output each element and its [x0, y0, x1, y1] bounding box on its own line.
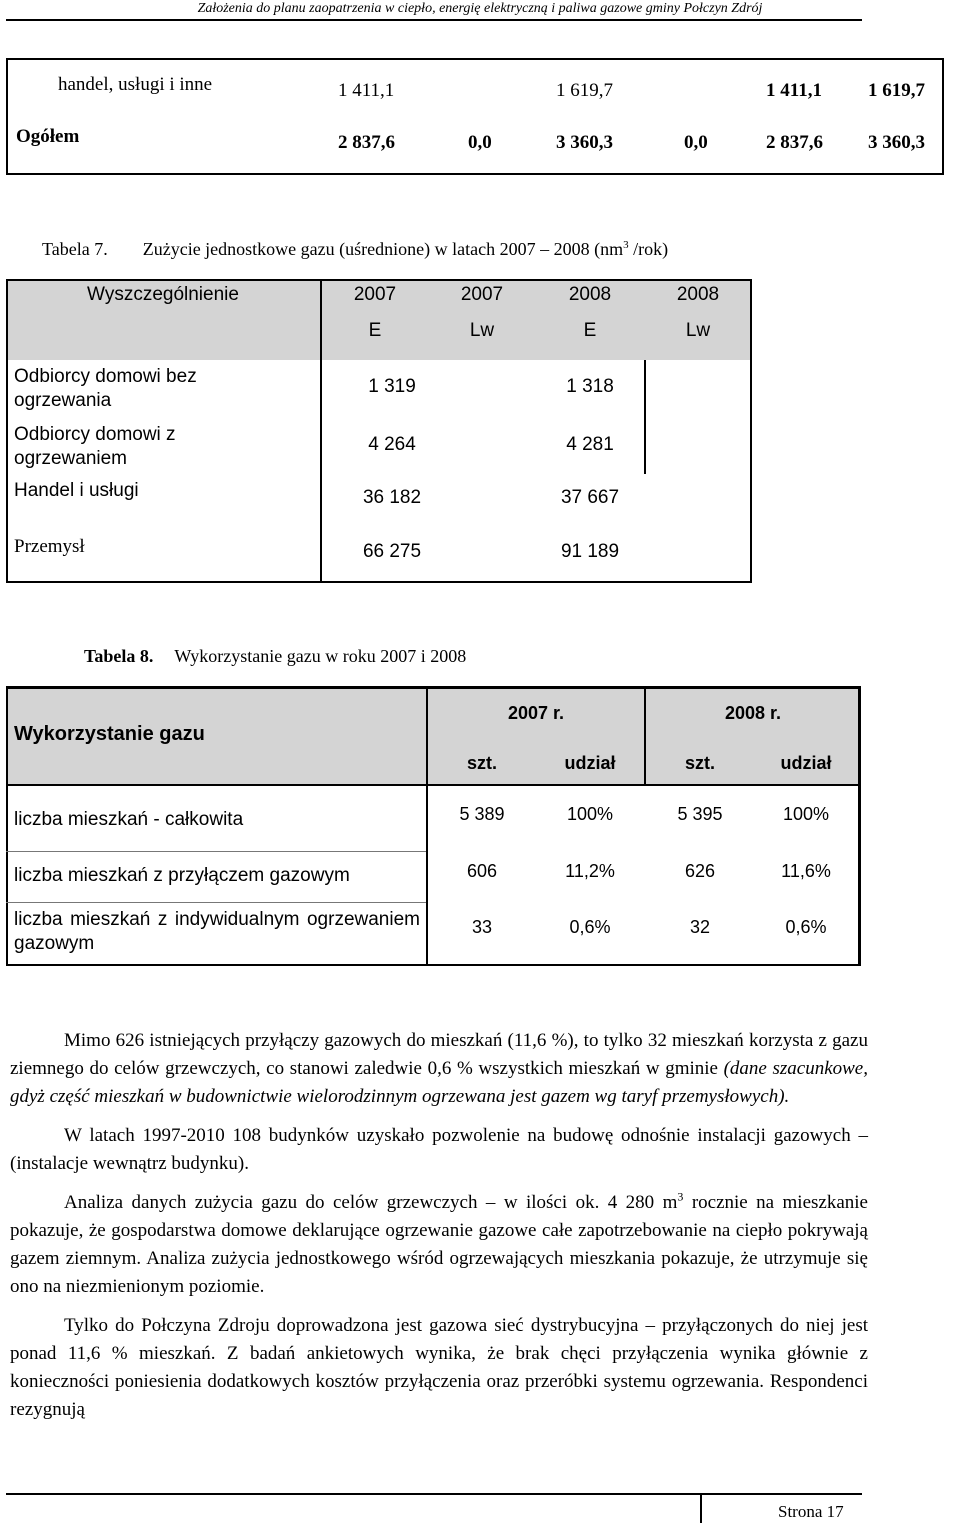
header-type: E — [583, 320, 597, 341]
cell-value: 1 318 — [566, 376, 614, 397]
header-year: 2008 r. — [724, 703, 782, 723]
header-year: 2007 — [353, 284, 397, 305]
cell-value: 36 182 — [362, 487, 422, 508]
cell-value: 626 — [684, 861, 716, 881]
row-label: Handel i usługi — [14, 480, 139, 501]
cell-value: 2 837,6 — [766, 132, 823, 153]
cell-value: 1 411,1 — [766, 80, 822, 101]
page-number: Strona 17 — [778, 1502, 844, 1521]
cell-value: 1 411,1 — [338, 80, 395, 101]
table-8 — [6, 686, 860, 966]
paragraph-italic: (dane szacunkowe, gdyż część mieszkań w budownictwie wielorodzinnym ogrzewana jest gazem wg taryf przemysłowych). — [10, 1058, 868, 1107]
cell-value: 11,2% — [565, 861, 615, 881]
header-label: Wykorzystanie gazu — [14, 723, 205, 745]
header-sub: szt. — [466, 753, 497, 773]
row-label: Odbiorcy domowi z ogrzewaniem — [14, 424, 176, 469]
row-label-total: Ogółem — [16, 126, 80, 147]
cell-value: 1 619,7 — [868, 80, 925, 101]
row-label: liczba mieszkań z przyłączem gazowym — [14, 865, 350, 886]
row-label: Przemysł — [14, 536, 85, 557]
paragraph: W latach 1997-2010 108 budynków uzyskało pozwolenie na budowę odnośnie instalacji gazowych – (instalacje wewnątrz budynku). — [10, 1125, 868, 1174]
row-label: liczba mieszkań z indywidualnym ogrzewaniem gazowym — [14, 909, 420, 954]
header-year: 2008 — [676, 284, 720, 305]
cell-value: 33 — [471, 917, 493, 937]
body-text — [10, 1027, 868, 1424]
cell-value: 0,0 — [684, 132, 708, 153]
caption-text: Zużycie jednostkowe gazu (uśrednione) w latach 2007 – 2008 (nm — [142, 239, 624, 259]
header-sub: udział — [780, 753, 832, 773]
header-type: Lw — [469, 320, 495, 341]
cell-value: 0,6% — [569, 917, 611, 937]
paragraph: Tylko do Połczyna Zdroju doprowadzona jest gazowa sieć dystrybucyjna – przyłączonych do niej jest ponad 11,6 % mieszkań. Z badań ankietowych wynika, że brak chęci przyłączenia wynika głównie z konieczności poniesienia dodatkowych kosztów przyłączenia oraz przeróbki systemu ogrzewania. Respondenci rezygnują — [10, 1315, 868, 1420]
cell-value: 1 619,7 — [556, 80, 613, 101]
cell-value: 4 264 — [368, 434, 416, 455]
cell-value: 2 837,6 — [338, 132, 395, 153]
cell-value: 3 360,3 — [868, 132, 925, 153]
paragraph — [10, 1189, 868, 1301]
caption-tail: /rok) — [628, 239, 669, 259]
paragraph-text: Mimo 626 istniejących przyłączy gazowych do mieszkań (11,6 %), to tylko 32 mieszkań korzysta z gazu ziemnego do celów grzewczych, co stanowi zaledwie 0,6 % wszystkich mieszkań w gminie — [10, 1030, 868, 1079]
footer-rule — [6, 1493, 862, 1495]
cell-value: 91 189 — [560, 541, 620, 562]
header-title: Założenia do planu zaopatrzenia w ciepło, energię elektryczną i paliwa gazowe gminy Połczyn Zdrój — [197, 1, 763, 16]
page-header — [0, 0, 960, 22]
row-label-trade: handel, usługi i inne — [58, 74, 213, 95]
superscript: 3 — [677, 1189, 684, 1204]
paragraph-text: rocznie na mieszkanie pokazuje, że gospodarstwa domowe deklarujące ogrzewanie gazowe całe zapotrzebowanie na ciepło pokrywają gazem ziemnym. Analiza zużycia jednostkowego wśród ogrzewających mieszkania pokazuje, że utrzymuje się ono na niezmienionym poziomie. — [10, 1192, 868, 1297]
table-7 — [6, 279, 752, 583]
paragraph — [10, 1027, 868, 1111]
caption-label: Tabela 7. — [42, 239, 108, 259]
row-label: liczba mieszkań - całkowita — [14, 809, 244, 830]
cell-value: 32 — [689, 917, 711, 937]
cell-value: 4 281 — [566, 434, 614, 455]
cell-value: 100% — [782, 804, 830, 824]
cell-value: 11,6% — [781, 861, 831, 881]
header-sub: udział — [564, 753, 616, 773]
cell-value: 5 389 — [459, 804, 505, 824]
table8-caption — [84, 645, 466, 667]
header-sub: szt. — [684, 753, 715, 773]
header-year: 2007 — [460, 284, 504, 305]
caption-sup: 3 — [623, 239, 629, 251]
cell-value: 37 667 — [560, 487, 620, 508]
cell-value: 66 275 — [362, 541, 422, 562]
cell-value: 0,6% — [785, 917, 827, 937]
table7-caption — [42, 234, 668, 260]
cell-value: 3 360,3 — [556, 132, 613, 153]
cell-value: 0,0 — [468, 132, 492, 153]
cell-value: 606 — [466, 861, 498, 881]
header-year: 2008 — [568, 284, 612, 305]
energy-table-continuation — [6, 58, 944, 175]
cell-value: 1 319 — [368, 376, 416, 397]
header-rule — [6, 19, 862, 21]
paragraph-text: Analiza danych zużycia gazu do celów grzewczych – w ilości ok. 4 280 m — [64, 1192, 678, 1213]
header-label: Wyszczególnienie — [87, 284, 239, 305]
cell-value: 100% — [566, 804, 614, 824]
header-type: E — [368, 320, 382, 341]
footer-divider — [700, 1493, 702, 1523]
row-label: Odbiorcy domowi bez ogrzewania — [14, 366, 197, 411]
header-year: 2007 r. — [507, 703, 565, 723]
caption-text: Wykorzystanie gazu w roku 2007 i 2008 — [174, 646, 467, 666]
caption-label: Tabela 8. — [84, 646, 154, 666]
header-type: Lw — [685, 320, 711, 341]
cell-value: 5 395 — [677, 804, 723, 824]
